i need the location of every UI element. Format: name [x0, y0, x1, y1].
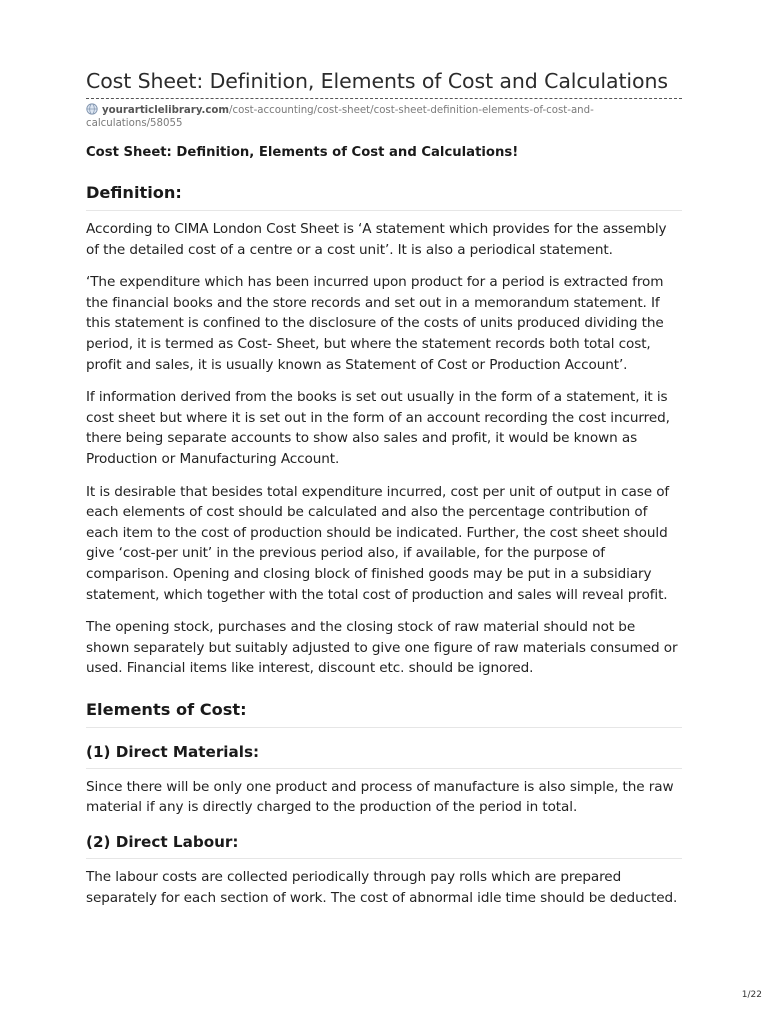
paragraph: The opening stock, purchases and the closing stock of raw material should not be shown separately but suitably adjusted to give one figure of raw materials consumed or used. Financial items like interest, discount etc. should be ignored.: [86, 619, 678, 677]
paragraph: According to CIMA London Cost Sheet is ‘A statement which provides for the assembly of the detailed cost of a centre or a cost unit’. It is also a periodical statement.: [86, 221, 667, 258]
lead-text: Cost Sheet: Definition, Elements of Cost and Calculations!: [86, 145, 519, 160]
source-path[interactable]: /cost-accounting/cost-sheet/cost-sheet-definition-elements-of-cost-and-: [229, 105, 594, 116]
heading-elements-of-cost: Elements of Cost:: [86, 699, 682, 728]
paragraph: The labour costs are collected periodically through pay rolls which are prepared separately for each section of work. The cost of abnormal idle time should be deducted.: [86, 869, 678, 906]
heading-definition: Definition:: [86, 182, 682, 211]
heading-direct-materials: (1) Direct Materials:: [86, 742, 682, 769]
heading-direct-labour: (2) Direct Labour:: [86, 832, 682, 859]
source-path-continued[interactable]: calculations/58055: [86, 118, 183, 129]
source-url[interactable]: [86, 103, 682, 130]
globe-icon: [86, 103, 98, 115]
page-number: 1/22: [741, 990, 762, 1000]
source-domain[interactable]: yourarticlelibrary.com: [102, 105, 230, 116]
paragraph: Since there will be only one product and process of manufacture is also simple, the raw material if any is directly charged to the production of the period in total.: [86, 778, 674, 816]
paragraph: If information derived from the books is set out usually in the form of a statement, it is cost sheet but where it is set out in the form of an account recording the cost incurred, there being separate accounts to show also sales and profit, it would be known as Production or Manufacturing Account.: [86, 389, 670, 467]
document-page: [86, 66, 682, 908]
paragraph: ‘The expenditure which has been incurred upon product for a period is extracted from the financial books and the store records and set out in a memorandum statement. If this statement is confined to the disclosure of the costs of units produced dividing the period, it is termed as Cost- Sheet, but where the statement records both total cost, profit and sales, it is usually known as Statement of Cost or Production Account’.: [86, 274, 664, 373]
page-title: Cost Sheet: Definition, Elements of Cost and Calculations: [86, 69, 668, 93]
title-divider: [86, 98, 682, 99]
paragraph: It is desirable that besides total expenditure incurred, cost per unit of output in case of each elements of cost should be calculated and also the percentage contribution of each item to the cost of production should be indicated. Further, the cost sheet should give ‘cost-per unit’ in the previous period also, if available, for the purpose of comparison. Opening and closing block of finished goods may be put in a subsidiary statement, which together with the total cost of production and sales will reveal profit.: [86, 483, 670, 603]
